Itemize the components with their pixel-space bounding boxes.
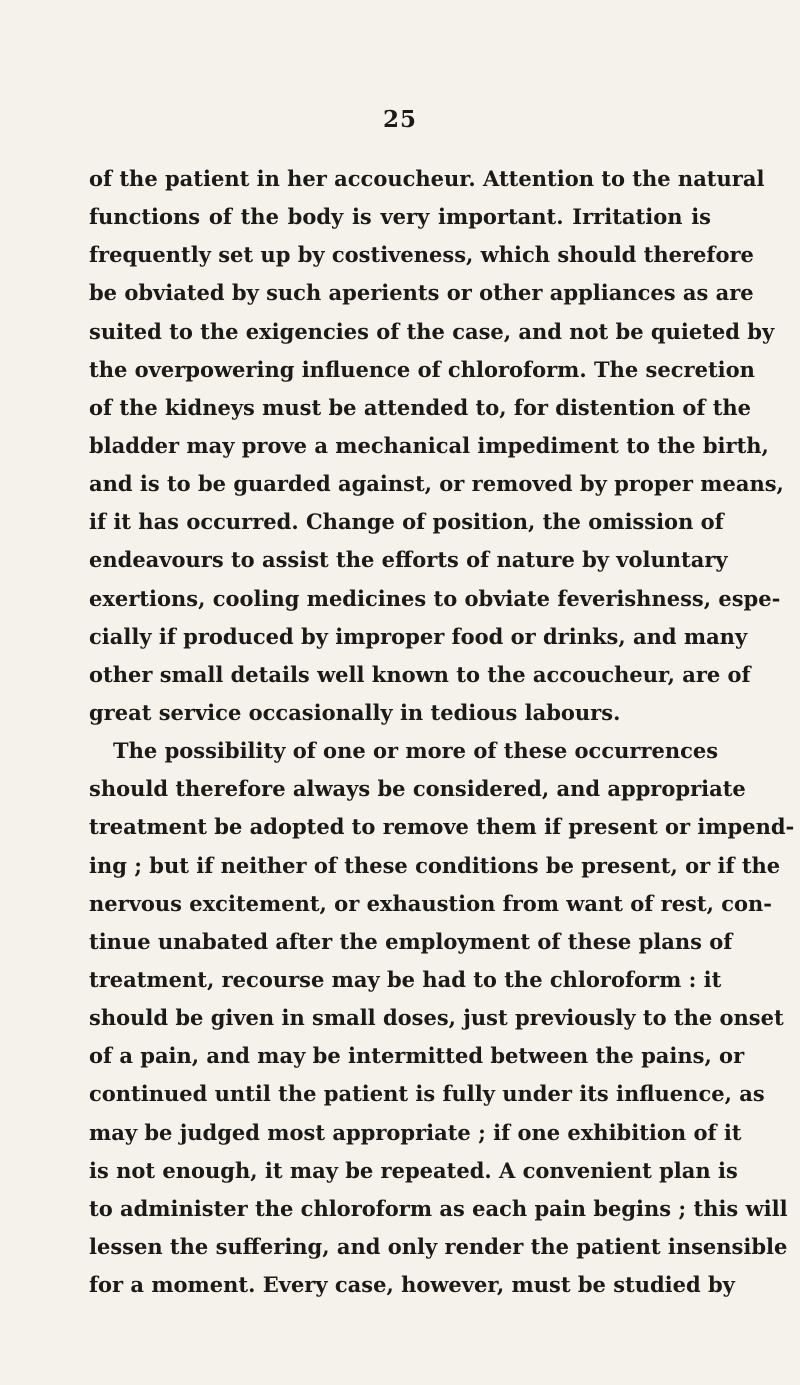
text-line: should be given in small doses, just previously to the onset	[89, 1005, 784, 1031]
text-line: to administer the chloroform as each pain begins ; this will	[89, 1195, 788, 1221]
text-line: cially if produced by improper food or drinks, and many	[89, 623, 748, 649]
text-line: nervous excitement, or exhaustion from want of rest, con-	[89, 890, 772, 916]
text-line: be obviated by such aperients or other appliances as are	[89, 280, 754, 306]
text-line: suited to the exigencies of the case, and not be quieted by	[89, 318, 775, 344]
text-line: the overpowering influence of chloroform. The secretion	[89, 356, 755, 382]
text-line: tinue unabated after the employment of these plans of	[89, 928, 733, 954]
page-number: 25	[382, 106, 417, 133]
text-line: is not enough, it may be repeated. A convenient plan is	[89, 1157, 738, 1183]
text-line: other small details well known to the accoucheur, are of	[89, 661, 751, 687]
text-line: may be judged most appropriate ; if one exhibition of it	[89, 1119, 742, 1145]
text-line: functions of the body is very important. Irritation is	[89, 204, 711, 230]
text-line: should therefore always be considered, and appropriate	[89, 776, 746, 802]
text-line: for a moment. Every case, however, must be studied by	[89, 1272, 735, 1298]
paragraph-start-line: The possibility of one or more of these occurrences	[113, 738, 719, 764]
text-line: treatment be adopted to remove them if present or impend-	[89, 814, 795, 840]
text-line: treatment, recourse may be had to the chloroform : it	[89, 966, 722, 992]
text-line: of the patient in her accoucheur. Attention to the natural	[89, 166, 765, 191]
text-line: and is to be guarded against, or removed by proper means,	[89, 471, 784, 497]
text-line: frequently set up by costiveness, which should therefore	[89, 242, 754, 268]
text-line: bladder may prove a mechanical impediment to the birth,	[89, 432, 769, 458]
text-line: continued until the patient is fully under its influence, as	[89, 1081, 765, 1107]
body-text	[89, 160, 795, 1304]
text-line: lessen the suffering, and only render the patient insensible	[89, 1233, 788, 1259]
paragraph-end-line: great service occasionally in tedious labours.	[89, 699, 621, 725]
text-line: ing ; but if neither of these conditions be present, or if the	[89, 852, 781, 878]
text-line: endeavours to assist the efforts of nature by voluntary	[89, 547, 728, 573]
text-line: of the kidneys must be attended to, for distention of the	[89, 394, 752, 420]
text-line: if it has occurred. Change of position, the omission of	[89, 509, 724, 535]
text-line: of a pain, and may be intermitted between the pains, or	[89, 1043, 745, 1069]
text-line: exertions, cooling medicines to obviate feverishness, espe-	[89, 585, 781, 611]
